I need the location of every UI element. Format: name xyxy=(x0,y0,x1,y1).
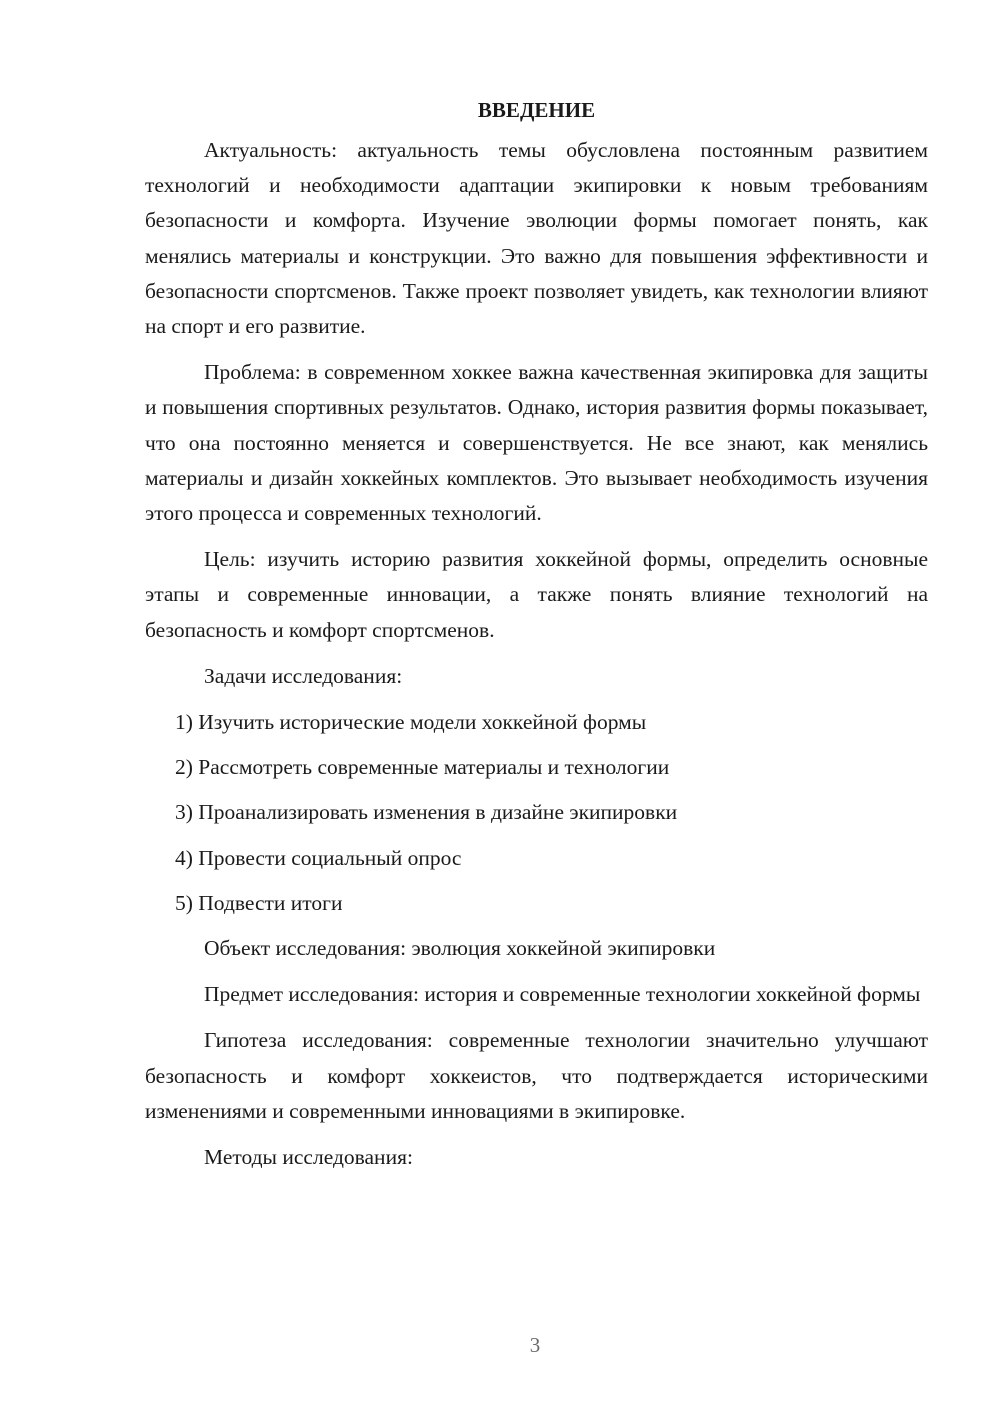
tasks-list xyxy=(145,705,928,921)
paragraph-problem: Проблема: в современном хоккее важна качественная экипировка для защиты и повышения спортивных результатов. Однако, история развития формы показывает, что она постоянно меняется и совершенствуется. Не все знают, как менялись материалы и дизайн хоккейных комплектов. Это вызывает необходимость изучения этого процесса и современных технологий. xyxy=(145,360,928,526)
paragraph-subject: Предмет исследования: история и современные технологии хоккейной формы xyxy=(204,982,921,1007)
page-number: 3 xyxy=(529,1333,541,1357)
paragraph-hypothesis: Гипотеза исследования: современные технологии значительно улучшают безопасность и комфорт хоккеистов, что подтверждается историческими изменениями и современными инновациями в экипировке. xyxy=(145,1028,928,1123)
page-content xyxy=(145,93,928,1186)
paragraph-methods: Методы исследования: xyxy=(204,1145,413,1170)
paragraph-object: Объект исследования: эволюция хоккейной экипировки xyxy=(204,936,716,961)
list-item: 3) Проанализировать изменения в дизайне экипировки xyxy=(175,800,678,825)
paragraph-tasks-heading: Задачи исследования: xyxy=(204,663,403,688)
list-item: 4) Провести социальный опрос xyxy=(175,845,462,870)
list-item: 2) Рассмотреть современные материалы и технологии xyxy=(175,755,670,780)
paragraph-goal: Цель: изучить историю развития хоккейной формы, определить основные этапы и современные инновации, а также понять влияние технологий на безопасность и комфорт спортсменов. xyxy=(145,547,928,642)
page-title: ВВЕДЕНИЕ xyxy=(477,98,596,122)
paragraph-relevance: Актуальность: актуальность темы обусловлена постоянным развитием технологий и необходимости адаптации экипировки к новым требованиям безопасности и комфорта. Изучение эволюции формы помогает понять, как менялись материалы и конструкции. Это важно для повышения эффективности и безопасности спортсменов. Также проект позволяет увидеть, как технологии влияют на спорт и его развитие. xyxy=(145,138,928,339)
list-item: 1) Изучить исторические модели хоккейной формы xyxy=(175,710,647,735)
list-item: 5) Подвести итоги xyxy=(175,890,343,915)
